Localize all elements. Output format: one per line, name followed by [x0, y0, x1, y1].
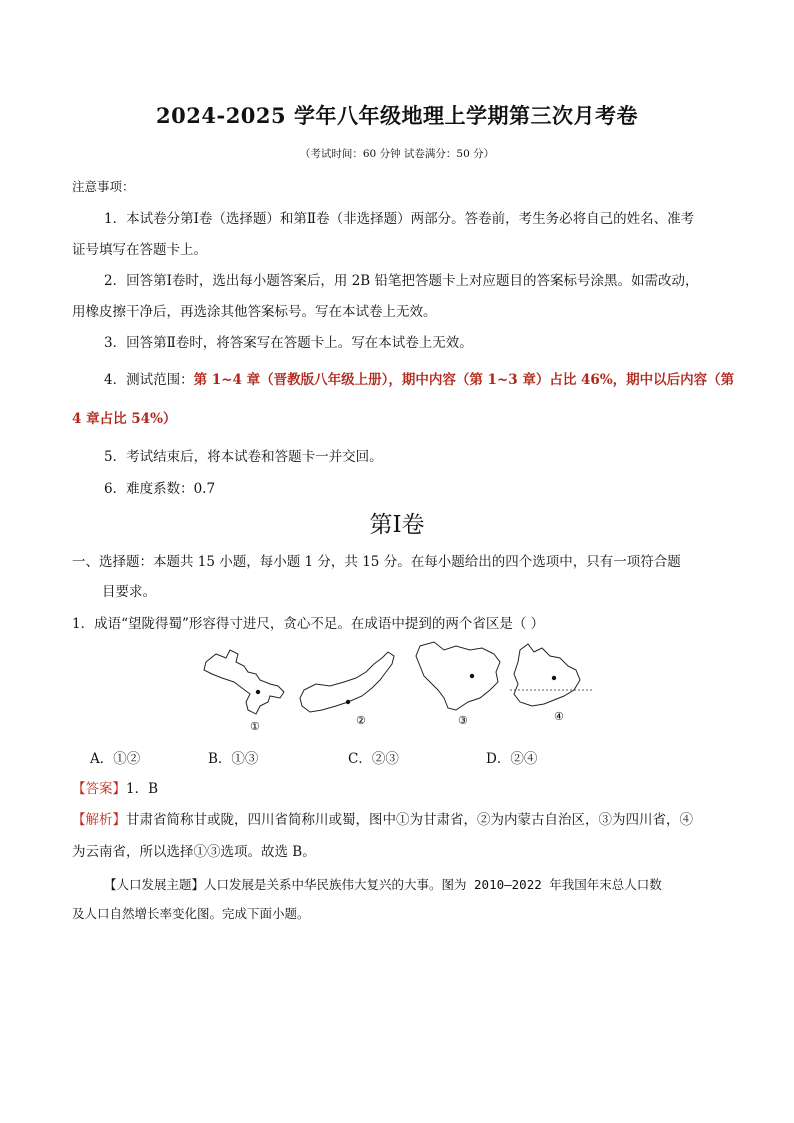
- gansu-map-outline: [204, 650, 284, 714]
- map-2-dot: [346, 700, 350, 704]
- analysis-line-1: [72, 808, 693, 828]
- map-label-3: ③: [458, 714, 468, 727]
- map-label-1: ①: [250, 720, 260, 733]
- topic-intro-line-1: 【人口发展主题】人口发展是关系中华民族伟大复兴的大事。图为 2010—2022 年我国年末总人口数: [104, 877, 662, 892]
- section-instructions-line-2: 目要求。: [102, 584, 156, 600]
- question-1-stem: 1．成语“望陇得蜀”形容得寸进尺，贪心不足。在成语中提到的两个省区是（ ）: [72, 616, 545, 632]
- notice-item-3: 3．回答第Ⅱ卷时，将答案写在答题卡上。写在本试卷上无效。: [104, 335, 473, 351]
- answer-value: 1．B: [126, 781, 159, 797]
- province-maps: [198, 640, 598, 735]
- option-b: B．①③: [208, 751, 259, 767]
- sichuan-map-outline: [416, 642, 500, 710]
- map-label-4: ④: [554, 710, 564, 723]
- notice-item-1-line-2: 证号填写在答题卡上。: [72, 242, 207, 258]
- notice-heading: 注意事项：: [72, 179, 135, 194]
- option-c: C．②③: [348, 751, 399, 767]
- notice-item-6: 6．难度系数：0.7: [104, 481, 216, 497]
- map-3-dot: [470, 674, 474, 678]
- notice-item-4-prefix: 4．测试范围：: [104, 372, 194, 388]
- map-4-dot: [552, 676, 556, 680]
- section-instructions-line-1: 一、选择题：本题共 15 小题，每小题 1 分，共 15 分。在每小题给出的四个选项中，只有一项符合题: [72, 554, 681, 570]
- notice-item-2-line-2: 用橡皮擦干净后，再选涂其他答案标号。写在本试卷上无效。: [72, 304, 437, 320]
- notice-item-5: 5．考试结束后，将本试卷和答题卡一并交回。: [104, 449, 383, 465]
- option-d: D．②④: [486, 751, 538, 767]
- test-scope-highlight: 第 1~4 章（晋教版八年级上册），期中内容（第 1~3 章）占比 46%，期中以后内容（第: [193, 372, 735, 388]
- map-1-dot: [256, 690, 260, 694]
- answer-tag: 【答案】: [72, 781, 126, 797]
- map-label-2: ②: [356, 714, 366, 727]
- topic-intro-line-2: 及人口自然增长率变化图。完成下面小题。: [72, 906, 310, 921]
- test-scope-highlight-line-2: 4 章占比 54%）: [72, 411, 177, 427]
- analysis-tag: 【解析】: [72, 812, 126, 828]
- notice-item-1-line-1: 1．本试卷分第Ⅰ卷（选择题）和第Ⅱ卷（非选择题）两部分。答卷前，考生务必将自己的姓名、准考: [104, 211, 695, 227]
- yunnan-map-outline: [514, 644, 580, 706]
- notice-item-4: [104, 368, 734, 388]
- option-a: A．①②: [90, 751, 141, 767]
- exam-title: 2024-2025 学年八年级地理上学期第三次月考卷: [156, 103, 638, 128]
- notice-item-2-line-1: 2．回答第Ⅰ卷时，选出每小题答案后，用 2B 铅笔把答题卡上对应题目的答案标号涂黑。如需改动，: [104, 273, 699, 289]
- exam-subtitle: （考试时间：60 分钟 试卷满分：50 分）: [299, 148, 495, 160]
- section-title: 第Ⅰ卷: [369, 512, 425, 538]
- analysis-text-1: 甘肃省简称甘或陇，四川省简称川或蜀，图中①为甘肃省，②为内蒙古自治区，③为四川省，④: [126, 812, 693, 828]
- answer-line: [72, 777, 158, 797]
- analysis-line-2: 为云南省，所以选择①③选项。故选 B。: [72, 844, 316, 860]
